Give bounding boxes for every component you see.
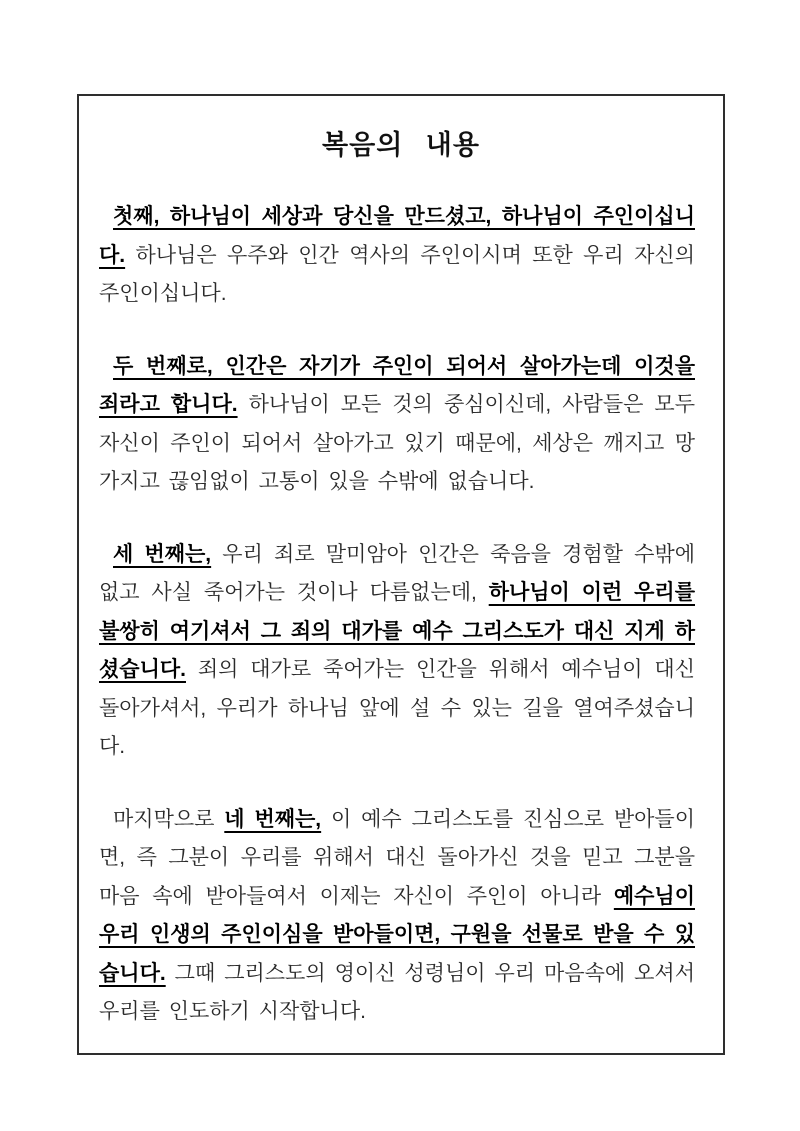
- body-text: 하나님이 모든 것의 중심이신데, 사람들은 모두 자신이 주인이 되어서 살아가고 있기 때문에, 세상은 깨지고 망가지고 끊임없이 고통이 있을 수밖에 없습니다.: [99, 393, 695, 493]
- paragraph-third-point: [99, 536, 695, 767]
- body-text: 이 예수 그리스도를 진심으로 받아들이면, 즉 그분이 우리를 위해서 대신 돌아가신 것을 믿고 그분을 마음 속에 받아들여서 이제는 자신이 주인이 아니라: [99, 807, 695, 908]
- emphasized-underlined-text: 두 번째로, 인간은 자기가 주인이 되어서 살아가는데 이것을 죄라고 합니다.: [99, 354, 695, 416]
- emphasized-underlined-text: 예수님이 우리 인생의 주인이심을 받아들이면, 구원을 선물로 받을 수 있습니다.: [99, 884, 695, 985]
- emphasized-underlined-text: 네 번째는,: [224, 807, 322, 831]
- body-text: 하나님은 우주와 인간 역사의 주인이시며 또한 우리 자신의 주인이십니다.: [99, 243, 695, 305]
- body-text: 마지막으로: [113, 807, 225, 831]
- body-text: 죄의 대가로 죽어가는 인간을 위해서 예수님이 대신 돌아가셔서, 우리가 하나님 앞에 설 수 있는 길을 열여주셨습니다.: [99, 658, 695, 758]
- emphasized-underlined-text: 세 번째는,: [113, 542, 212, 566]
- page-border: [77, 94, 725, 1055]
- document-title: 복음의 내용: [322, 130, 480, 160]
- emphasized-underlined-text: 하나님이 이런 우리를 불쌍히 여기셔서 그 죄의 대가를 예수 그리스도가 대신 지게 하셨습니다.: [99, 581, 695, 681]
- body-text: 그때 그리스도의 영이신 성령님이 우리 마음속에 오셔서 우리를 인도하기 시작합니다.: [99, 961, 695, 1023]
- emphasized-underlined-text: 첫째, 하나님이 세상과 당신을 만드셨고, 하나님이 주인이십니다.: [99, 205, 695, 267]
- paragraph-second-point: [99, 348, 695, 502]
- paragraph-first-point: [99, 198, 695, 314]
- body-text: 우리 죄로 말미암아 인간은 죽음을 경험할 수밖에 없고 사실 죽어가는 것이나 다름없는데,: [99, 542, 695, 604]
- paragraph-fourth-point: [99, 801, 695, 1032]
- document-body: [79, 198, 723, 1032]
